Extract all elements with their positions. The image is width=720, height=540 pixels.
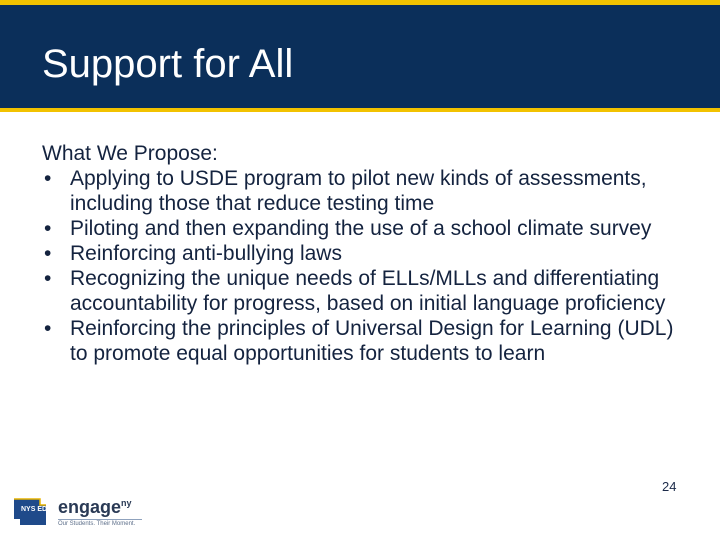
- bullet-dot-icon: •: [44, 317, 52, 340]
- page-number: 24: [662, 479, 677, 494]
- bullet-dot-icon: •: [44, 167, 52, 190]
- bullet-text: Applying to USDE program to pilot new kinds of assessments, including those that reduce testing time: [70, 167, 647, 215]
- bullet-text: Reinforcing the principles of Universal Design for Learning (UDL) to promote equal opportunities for students to learn: [70, 317, 674, 365]
- intro-text: What We Propose:: [42, 142, 218, 165]
- slide-content: [42, 141, 682, 366]
- bullet-dot-icon: •: [44, 217, 52, 240]
- bullet-item: [42, 216, 682, 241]
- bullet-item: [42, 316, 682, 366]
- title-bar: [0, 5, 720, 108]
- badge-text: NYS ED: [21, 506, 48, 513]
- bullet-dot-icon: •: [44, 242, 52, 265]
- nysed-logo-icon: [10, 497, 48, 527]
- bullet-dot-icon: •: [44, 267, 52, 290]
- slide-title: Support for All: [42, 42, 294, 86]
- bullet-item: [42, 266, 682, 316]
- brand-divider: [58, 519, 142, 520]
- bullet-text: Recognizing the unique needs of ELLs/MLLs and differentiating accountability for progress, based on initial language proficiency: [70, 267, 666, 315]
- bullet-item: [42, 241, 682, 266]
- bullet-item: [42, 166, 682, 216]
- bottom-accent-rule: [0, 108, 720, 112]
- bullet-list: [42, 166, 682, 366]
- bullet-text: Reinforcing anti-bullying laws: [70, 242, 342, 265]
- engageny-logo: [10, 495, 160, 531]
- brand-word: engage: [58, 497, 122, 517]
- bullet-text: Piloting and then expanding the use of a school climate survey: [70, 217, 652, 240]
- brand-tagline: Our Students. Their Moment.: [58, 521, 136, 527]
- brand-name: [58, 497, 132, 518]
- brand-superscript: ny: [121, 498, 132, 508]
